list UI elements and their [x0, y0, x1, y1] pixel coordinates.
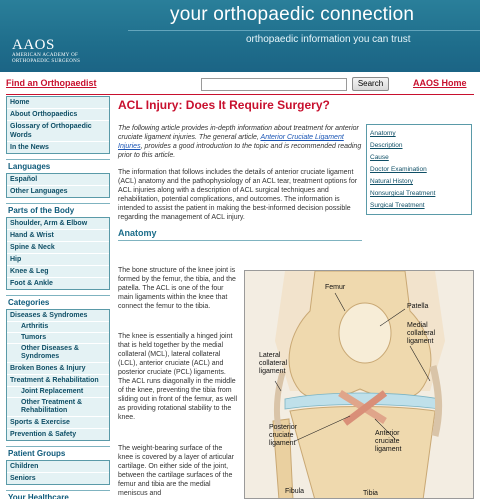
sidebar-item-knee[interactable]: Knee & Leg [7, 266, 109, 278]
sidebar-item-treatment[interactable]: Treatment & Rehabilitation [7, 375, 109, 387]
find-orthopaedist-link[interactable]: Find an Orthopaedist [6, 78, 97, 88]
sidebar-item-glossary[interactable]: Glossary of Orthopaedic Words [7, 121, 109, 142]
toc-anatomy[interactable]: Anatomy [370, 130, 396, 137]
label-mcl-1: Medial [407, 322, 428, 329]
site-header-banner [0, 0, 480, 72]
article-paragraph-1: The information that follows includes the details of anterior cruciate ligament (ACL) anatomy and the pathophysiology of an ACL tear, treatment options for ACL injuries along with a description of ACL surgical techniques and rehabilitation, potential complications, and outcomes. The information is intended to assist the patient in making the best-informed decision possible regarding the management of ACL injury. [118, 169, 358, 221]
site-tagline: your orthopaedic connection [170, 4, 415, 25]
sidebar-item-sports[interactable]: Sports & Exercise [7, 417, 109, 429]
aaos-home-link[interactable]: AAOS Home [413, 78, 467, 88]
knee-anatomy-illustration [244, 270, 474, 499]
anatomy-paragraph-3: The weight-bearing surface of the knee is covered by a layer of articular cartilage. On either side of the joint, between the cartilage surfaces of the femur and tibia are the medial meniscus and [118, 445, 234, 497]
sidebar-item-foot[interactable]: Foot & Ankle [7, 278, 109, 289]
article-main [118, 96, 362, 241]
toc-natural-history[interactable]: Natural History [370, 178, 413, 185]
label-lcl-1: Lateral [259, 352, 281, 359]
label-acl-1: Anterior [375, 430, 400, 437]
sidebar-item-espanol[interactable]: Español [7, 174, 109, 186]
sidebar-languages [6, 173, 110, 198]
sidebar-item-news[interactable]: In the News [7, 142, 109, 153]
label-patella: Patella [407, 303, 429, 310]
parts-of-body-heading: Parts of the Body [6, 203, 110, 217]
aaos-logo[interactable] [12, 38, 80, 65]
sidebar-item-hand[interactable]: Hand & Wrist [7, 230, 109, 242]
sidebar-patient-groups [6, 460, 110, 485]
patient-groups-heading: Patient Groups [6, 446, 110, 460]
sidebar-subitem-tumors[interactable]: Tumors [7, 333, 109, 344]
site-subtagline: orthopaedic information you can trust [246, 34, 411, 45]
header-divider [128, 30, 480, 31]
knee-illustration-svg [245, 271, 474, 499]
sidebar-item-about[interactable]: About Orthopaedics [7, 109, 109, 121]
acl-injuries-link[interactable]: Anterior Cruciate Ligament Injuries [118, 134, 344, 150]
header-rule [6, 94, 474, 95]
sidebar-item-home[interactable]: Home [7, 97, 109, 109]
sidebar-subitem-joint-replacement[interactable]: Joint Replacement [7, 387, 109, 398]
sidebar-body-parts [6, 217, 110, 290]
anatomy-paragraph-2: The knee is essentially a hinged joint that is held together by the medial collateral (MCL), lateral collateral (LCL), anterior cruciate (ACL) and posterior cruciate (PCL) ligaments. The ACL runs diagonally in the middle of the knee, preventing the tibia from sliding out in front of the femur, as well as providing rotational stability to the knee. [118, 333, 238, 421]
sidebar-item-broken-bones[interactable]: Broken Bones & Injury [7, 363, 109, 375]
page-title: ACL Injury: Does It Require Surgery? [118, 98, 330, 112]
intro-text-1: The following article provides in-depth information about treatment for anterior cruciate ligament injuries. The general article, [118, 125, 359, 141]
logo-subtitle-1: AMERICAN ACADEMY OF [12, 53, 79, 58]
toc-doctor-examination[interactable]: Doctor Examination [370, 166, 427, 173]
sidebar-subitem-other-diseases[interactable]: Other Diseases & Syndromes [7, 344, 109, 363]
search-button[interactable]: Search [352, 77, 389, 91]
label-pcl-1: Posterior [269, 424, 298, 431]
label-pcl-2: cruciate [269, 432, 294, 439]
left-sidebar [6, 96, 110, 499]
label-fibula: Fibula [285, 488, 305, 495]
sidebar-item-spine[interactable]: Spine & Neck [7, 242, 109, 254]
sidebar-item-hip[interactable]: Hip [7, 254, 109, 266]
label-mcl-2: collateral [407, 330, 436, 337]
toc-cause[interactable]: Cause [370, 154, 389, 161]
sidebar-item-diseases[interactable]: Diseases & Syndromes [7, 310, 109, 322]
label-tibia: Tibia [363, 490, 378, 497]
label-mcl-3: ligament [407, 338, 434, 345]
sidebar-item-prevention[interactable]: Prevention & Safety [7, 429, 109, 440]
languages-heading: Languages [6, 159, 110, 173]
sidebar-categories [6, 309, 110, 441]
sidebar-item-children[interactable]: Children [7, 461, 109, 473]
intro-text-2: , provides a good introduction to the topic and is recommended reading prior to this article. [118, 143, 362, 159]
search-input[interactable] [201, 78, 347, 91]
toc-nonsurgical-treatment[interactable]: Nonsurgical Treatment [370, 190, 436, 197]
categories-heading: Categories [6, 295, 110, 309]
anatomy-paragraph-1: The bone structure of the knee joint is formed by the femur, the tibia, and the patella. The ACL is one of the four main ligaments within the knee that connect the femur to the tibia. [118, 267, 236, 310]
label-lcl-3: ligament [259, 368, 286, 375]
article-toc [366, 124, 472, 215]
sidebar-subitem-other-treatment[interactable]: Other Treatment & Rehabilitation [7, 398, 109, 417]
sidebar-item-other-languages[interactable]: Other Languages [7, 186, 109, 197]
article-intro [118, 124, 362, 160]
logo-text: AAOS [12, 37, 55, 53]
sidebar-item-seniors[interactable]: Seniors [7, 473, 109, 484]
sidebar-main-nav [6, 96, 110, 154]
label-pcl-3: ligament [269, 440, 296, 447]
label-acl-3: ligament [375, 446, 402, 453]
toc-surgical-treatment[interactable]: Surgical Treatment [370, 202, 425, 209]
label-acl-2: cruciate [375, 438, 400, 445]
toc-description[interactable]: Description [370, 142, 403, 149]
label-lcl-2: collateral [259, 360, 288, 367]
label-femur: Femur [325, 284, 346, 291]
sidebar-subitem-arthritis[interactable]: Arthritis [7, 322, 109, 333]
sidebar-item-shoulder[interactable]: Shoulder, Arm & Elbow [7, 218, 109, 230]
logo-subtitle-2: ORTHOPAEDIC SURGEONS [12, 59, 81, 64]
anatomy-heading: Anatomy [118, 228, 362, 241]
your-healthcare-heading: Your Healthcare [6, 490, 110, 499]
